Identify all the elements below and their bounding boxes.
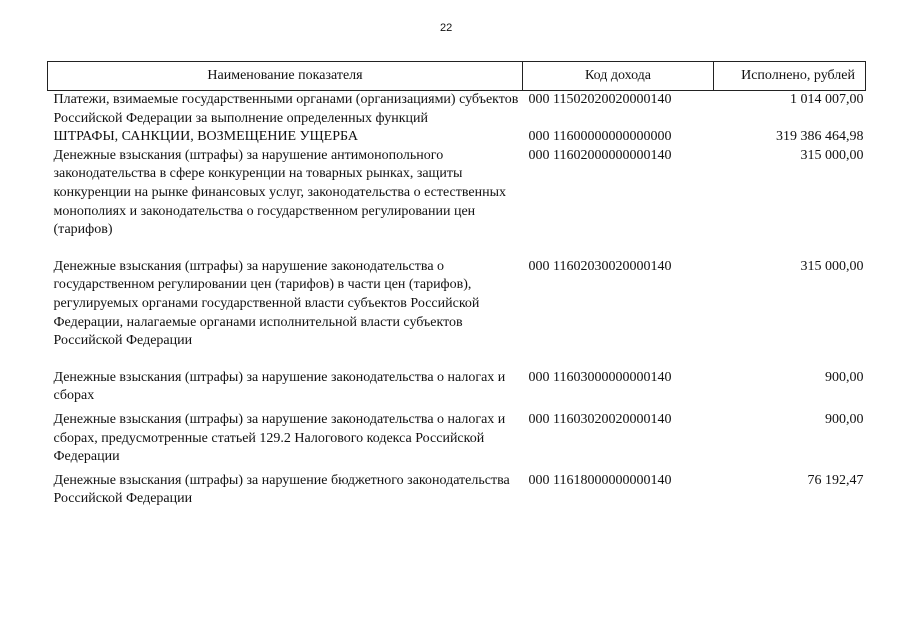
executed-amount: 76 192,47 <box>807 472 864 488</box>
table-row <box>48 147 866 258</box>
executed-amount: 1 014 007,00 <box>790 92 864 107</box>
table-row <box>48 128 866 147</box>
table-row <box>48 472 866 509</box>
indicator-name: Денежные взыскания (штрафы) за нарушение законодательства о налогах и сборах, предусмотренные статьей 129.2 Налогового кодекса Российской Федерации <box>53 411 506 465</box>
page-number: 22 <box>440 22 453 34</box>
table-row <box>48 91 866 129</box>
indicator-name: Денежные взыскания (штрафы) за нарушение законодательства о налогах и сборах <box>53 369 506 404</box>
executed-amount: 900,00 <box>825 369 864 385</box>
table-row <box>48 411 866 472</box>
revenue-code: 000 11502020020000140 <box>528 92 672 107</box>
column-header-revenue-code: Код дохода <box>523 62 714 91</box>
revenue-code: 000 11600000000000000 <box>528 129 672 145</box>
revenue-code: 000 11603020020000140 <box>528 411 672 427</box>
revenue-code: 000 11602030020000140 <box>528 258 672 274</box>
column-header-executed-amount: Исполнено, рублей <box>714 62 866 91</box>
table-row <box>48 369 866 411</box>
indicator-name: ШТРАФЫ, САНКЦИИ, ВОЗМЕЩЕНИЕ УЩЕРБА <box>53 129 358 145</box>
table-header-row <box>48 62 866 91</box>
executed-amount: 319 386 464,98 <box>776 129 864 145</box>
column-header-indicator-name: Наименование показателя <box>48 62 523 91</box>
executed-amount: 315 000,00 <box>800 147 864 163</box>
table-row <box>48 258 866 369</box>
revenue-code: 000 11602000000000140 <box>528 147 672 163</box>
indicator-name: Денежные взыскания (штрафы) за нарушение антимонопольного законодательства в сфере конкуренции на товарных рынках, защиты конкуренции на рынке финансовых услуг, законодательства о естественных монополиях и законодательства о государственном регулировании цен (тарифов) <box>53 147 506 238</box>
revenue-table <box>47 61 866 509</box>
revenue-code: 000 11603000000000140 <box>528 369 672 385</box>
executed-amount: 315 000,00 <box>800 258 864 274</box>
indicator-name: Платежи, взимаемые государственными органами (организациями) субъектов Российской Федерации за выполнение определенных функций <box>53 92 519 126</box>
revenue-code: 000 11618000000000140 <box>528 472 672 488</box>
executed-amount: 900,00 <box>825 411 864 427</box>
indicator-name: Денежные взыскания (штрафы) за нарушение бюджетного законодательства Российской Федерации <box>53 472 510 507</box>
indicator-name: Денежные взыскания (штрафы) за нарушение законодательства о государственном регулировании цен (тарифов) в части цен (тарифов), регулируемых органами государственной власти субъектов Российской Федерации, налагаемые органами исполнительной власти субъектов Российской Федерации <box>53 258 480 349</box>
